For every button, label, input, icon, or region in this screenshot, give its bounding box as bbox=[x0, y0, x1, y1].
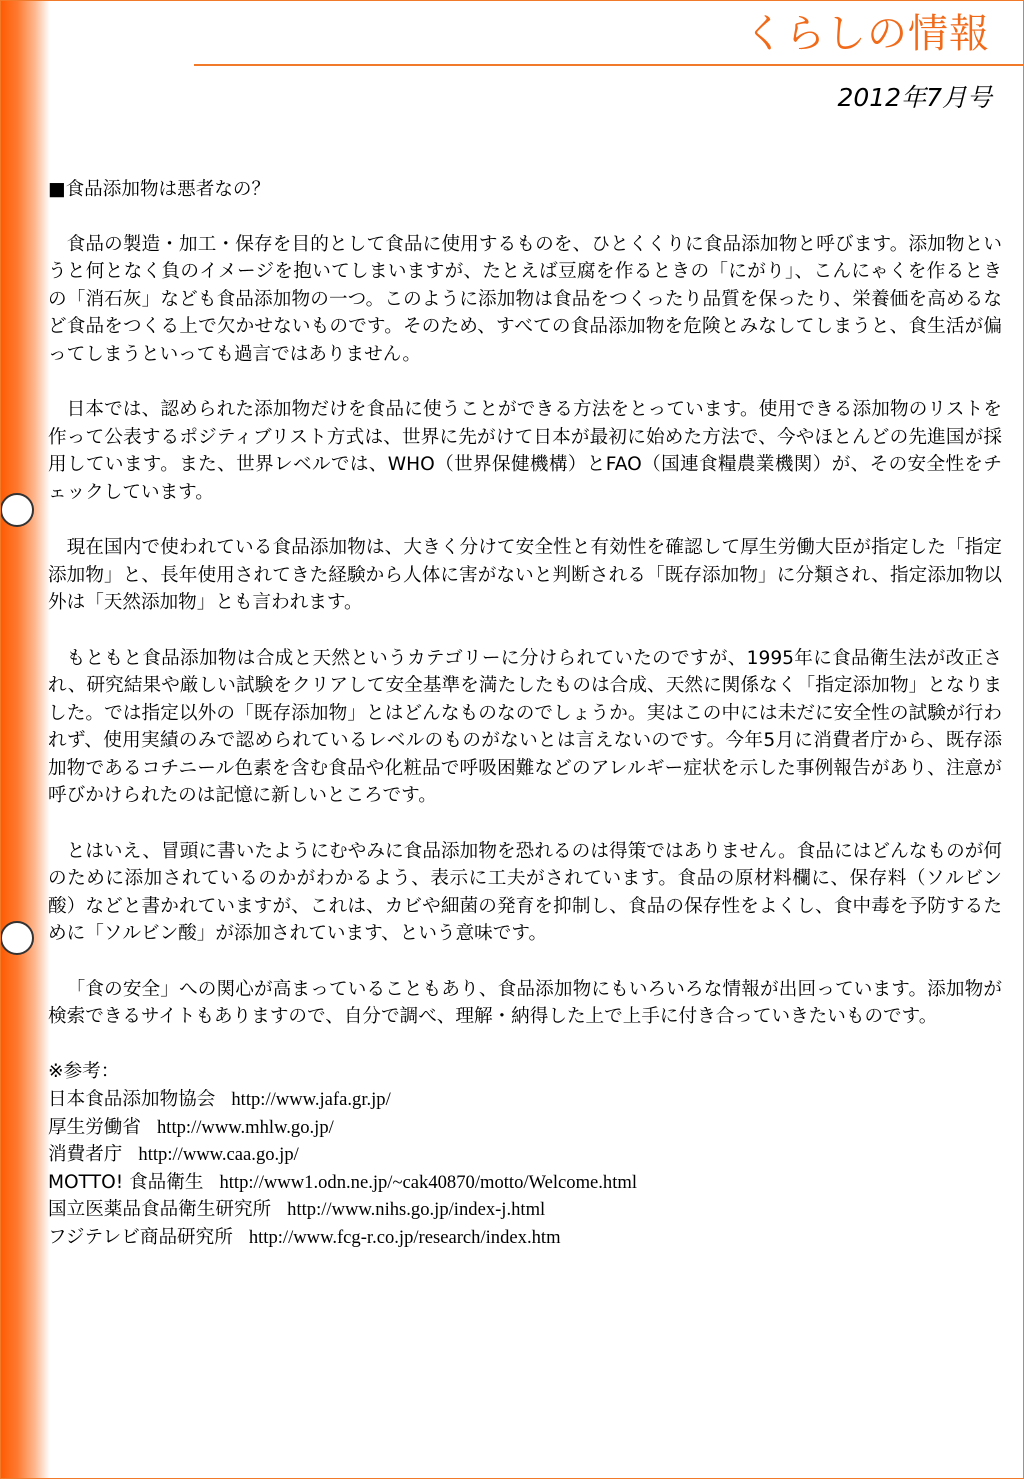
reference-link[interactable]: http://www.fcg-r.co.jp/research/index.htm bbox=[248, 1226, 561, 1248]
reference-name: 厚生労働省 bbox=[48, 1116, 141, 1138]
references-label: ※参考： bbox=[48, 1061, 120, 1083]
punch-hole-bottom bbox=[0, 921, 34, 955]
reference-item bbox=[48, 1169, 1002, 1197]
paragraph-4: もともと食品添加物は合成と天然というカテゴリーに分けられていたのですが、1995年に食品衛生法が改正され、研究結果や厳しい試験をクリアして安全基準を満たしたものは合成、天然に関係なく「指定添加物」となりました。では指定以外の「既存添加物」とはどんなものなのでしょうか。実はこの中には未だに安全性の試験が行われず、使用実績のみで認められているレベルのものがないとは言えないのです。今年5月に消費者庁から、既存添加物であるコチニール色素を含む食品や化粧品で呼吸困難などのアレルギー症状を示した事例報告があり、注意が呼びかけられたのは記憶に新しいところです。 bbox=[48, 647, 1002, 807]
paragraph-6: 「食の安全」への関心が高まっていることもあり、食品添加物にもいろいろな情報が出回っています。添加物が検索できるサイトもありますので、自分で調べ、理解・納得した上で上手に付き合っていきたいものです。 bbox=[48, 978, 1002, 1028]
reference-item bbox=[48, 1114, 1002, 1142]
references bbox=[48, 1058, 1002, 1251]
reference-name: 消費者庁 bbox=[48, 1144, 123, 1166]
reference-item bbox=[48, 1224, 1002, 1252]
paragraph-3: 現在国内で使われている食品添加物は、大きく分けて安全性と有効性を確認して厚生労働大臣が指定した「指定添加物」と、長年使用されてきた経験から人体に害がないと判断される「既存添加物」に分類され、指定添加物以外は「天然添加物」とも言われます。 bbox=[48, 537, 1002, 614]
left-gradient-band bbox=[0, 0, 50, 1479]
reference-link[interactable]: http://www.jafa.gr.jp/ bbox=[231, 1089, 391, 1110]
reference-link[interactable]: http://www.caa.go.jp/ bbox=[138, 1144, 299, 1166]
section-heading: ■食品添加物は悪者なの？ bbox=[48, 179, 271, 200]
reference-item bbox=[48, 1196, 1002, 1224]
reference-name: 国立医薬品食品衛生研究所 bbox=[48, 1199, 272, 1221]
reference-name: 日本食品添加物協会 bbox=[48, 1089, 216, 1110]
paragraph-1: 食品の製造・加工・保存を目的として食品に使用するものを、ひとくくりに食品添加物と呼びます。添加物というと何となく負のイメージを抱いてしまいますが、たとえば豆腐を作るときの「にがり」、こんにゃくを作るときの「消石灰」なども食品添加物の一つ。このように添加物は食品をつくったり品質を保ったり、栄養価を高めるなど食品をつくる上で欠かせないものです。そのため、すべての食品添加物を危険とみなしてしまうと、食生活が偏ってしまうといっても過言ではありません。 bbox=[48, 233, 1002, 365]
issue-date: 2012年7月号 bbox=[837, 83, 992, 112]
reference-link[interactable]: http://www.nihs.go.jp/index-j.html bbox=[287, 1199, 546, 1221]
reference-link[interactable]: http://www.mhlw.go.jp/ bbox=[156, 1116, 334, 1138]
reference-link[interactable]: http://www1.odn.ne.jp/~cak40870/motto/Welcome.html bbox=[219, 1171, 638, 1193]
article-body bbox=[48, 176, 1002, 1252]
reference-name: MOTTO! 食品衛生 bbox=[48, 1171, 204, 1193]
reference-item bbox=[48, 1086, 1002, 1114]
reference-item bbox=[48, 1141, 1002, 1169]
reference-name: フジテレビ商品研究所 bbox=[48, 1226, 233, 1248]
punch-hole-top bbox=[0, 493, 34, 527]
paragraph-2: 日本では、認められた添加物だけを食品に使うことができる方法をとっています。使用できる添加物のリストを作って公表するポジティブリスト方式は、世界に先がけて日本が最初に始めた方法で、今やほとんどの先進国が採用しています。また、世界レベルでは、WHO（世界保健機構）とFAO（国連食糧農業機関）が、その安全性をチェックしています。 bbox=[48, 399, 1002, 503]
paragraph-5: とはいえ、冒頭に書いたようにむやみに食品添加物を恐れるのは得策ではありません。食品にはどんなものが何のために添加されているのかがわかるよう、表示に工夫がされています。食品の原材料欄に、保存料（ソルビン酸）などと書かれていますが、これは、カビや細菌の発育を抑制し、食品の保存性をよくし、食中毒を予防するために「ソルビン酸」が添加されています、という意味です。 bbox=[48, 840, 1002, 945]
page-title: くらしの情報 bbox=[744, 11, 990, 57]
header-divider bbox=[194, 64, 1024, 66]
